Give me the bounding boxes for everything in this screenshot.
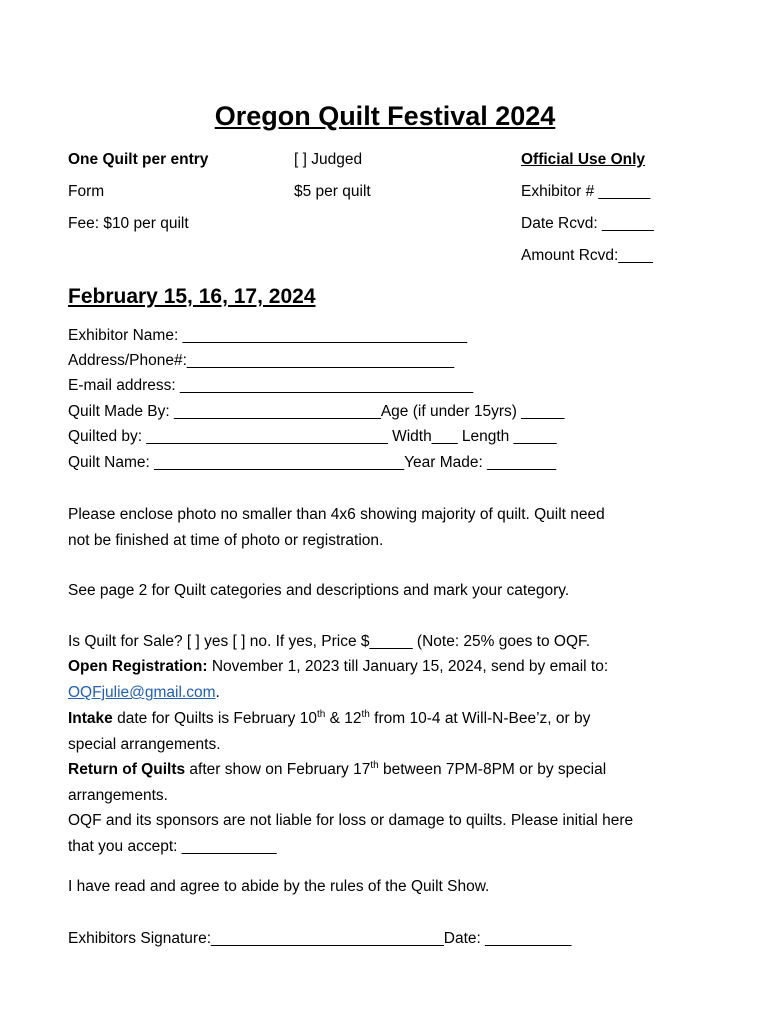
date-received-field[interactable]: Date Rcvd: ______	[521, 215, 654, 232]
entry-rule: One Quilt per entry	[68, 151, 209, 168]
judged-fee: $5 per quilt	[294, 183, 371, 200]
open-registration-text: November 1, 2023 till January 15, 2024, send by email to:	[207, 658, 609, 675]
quilt-name-field[interactable]: Quilt Name: _____________________________Year Made: ________	[68, 454, 557, 471]
return-label: Return of Quilts	[68, 761, 186, 778]
photo-note-line-2: not be finished at time of photo or registration.	[68, 532, 384, 549]
quilted-by-field[interactable]: Quilted by: ____________________________ Width___ Length _____	[68, 428, 557, 445]
amount-received-field[interactable]: Amount Rcvd:____	[521, 247, 653, 264]
form-label: Form	[68, 183, 105, 200]
liability-line-1: OQF and its sponsors are not liable for loss or damage to quilts. Please initial here	[68, 812, 634, 829]
agreement-statement: I have read and agree to abide by the rules of the Quilt Show.	[68, 878, 490, 895]
email-field[interactable]: E-mail address: __________________________________	[68, 377, 474, 394]
intake-sup-2: th	[361, 709, 370, 720]
return-line	[68, 760, 606, 780]
intake-line	[68, 709, 590, 729]
return-text-2: between 7PM-8PM or by special	[378, 761, 607, 778]
return-text-1: after show on February 17	[185, 761, 371, 778]
open-registration	[68, 657, 608, 677]
festival-dates: February 15, 16, 17, 2024	[68, 285, 316, 308]
intake-text-2: & 12	[325, 710, 362, 727]
sale-line[interactable]: Is Quilt for Sale? [ ] yes [ ] no. If yes, Price $_____ (Note: 25% goes to OQF.	[68, 633, 591, 650]
open-registration-label: Open Registration:	[68, 658, 208, 675]
liability-initial-field[interactable]: that you accept: ___________	[68, 838, 277, 855]
address-phone-field[interactable]: Address/Phone#:_______________________________	[68, 352, 455, 369]
judged-checkbox[interactable]: [ ] Judged	[294, 151, 363, 168]
intake-text-3: from 10-4 at Will-N-Bee’z, or by	[369, 710, 591, 727]
intake-sup-1: th	[316, 709, 326, 720]
made-by-field[interactable]: Quilt Made By: ________________________Age (if under 15yrs) _____	[68, 403, 565, 420]
return-sup-1: th	[370, 760, 379, 771]
intake-label: Intake	[68, 710, 113, 727]
fee-label: Fee: $10 per quilt	[68, 215, 189, 232]
intake-line-2: special arrangements.	[68, 736, 221, 753]
categories-note: See page 2 for Quilt categories and descriptions and mark your category.	[68, 582, 570, 599]
photo-note-line-1: Please enclose photo no smaller than 4x6 showing majority of quilt. Quilt need	[68, 506, 605, 523]
intake-text-1: date for Quilts is February 10	[112, 710, 317, 727]
exhibitor-number-field[interactable]: Exhibitor # ______	[521, 183, 651, 200]
official-use-heading: Official Use Only	[521, 151, 646, 168]
contact-email-link[interactable]: OQFjulie@gmail.com	[68, 684, 216, 701]
signature-field[interactable]: Exhibitors Signature:___________________________Date: __________	[68, 930, 572, 947]
email-line	[68, 683, 220, 703]
page-title: Oregon Quilt Festival 2024	[214, 101, 556, 131]
exhibitor-name-field[interactable]: Exhibitor Name: _________________________________	[68, 327, 468, 344]
return-line-2: arrangements.	[68, 787, 168, 804]
email-period: .	[215, 684, 220, 701]
